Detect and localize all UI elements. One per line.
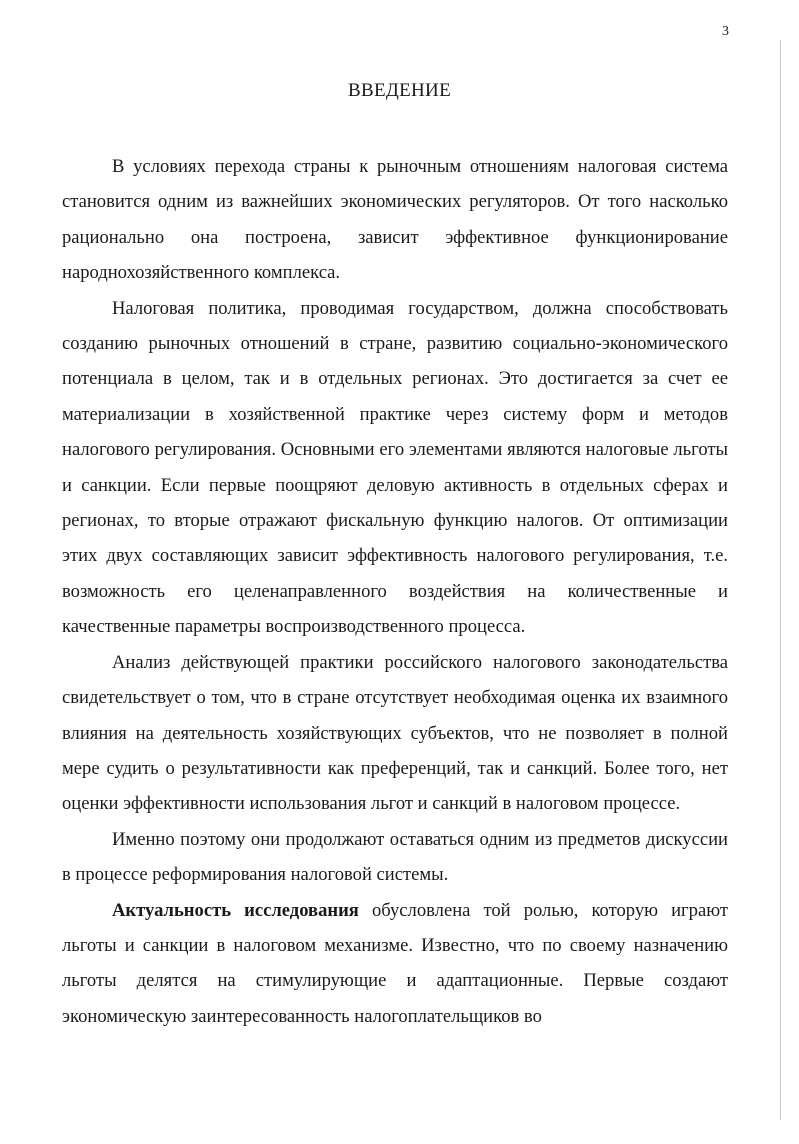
page-number: 3 — [722, 24, 729, 39]
paragraph-5 — [62, 893, 728, 1035]
paragraph-1: В условиях перехода страны к рыночным отношениям налоговая система становится одним из важнейших экономических регуляторов. От того насколько рационально она построена, зависит эффективное функционирование народнохозяйственного комплекса. — [62, 156, 728, 284]
paragraph-3: Анализ действующей практики российского налогового законодательства свидетельствует о том, что в стране отсутствует необходимая оценка их взаимного влияния на деятельность хозяйствующих субъектов, что не позволяет в полной мере судить о результативности как преференций, так и санкций. Более того, нет оценки эффективности использования льгот и санкций в налоговом процессе. — [62, 651, 728, 815]
paragraph-5-text: обусловлена той ролью, которую играют льготы и санкции в налоговом механизме. Известно, что по своему назначению льготы делятся на стимулирующие и адаптационные. Первые создают экономическую заинтересованность налогоплательщиков во — [62, 899, 729, 1027]
document-body — [62, 149, 728, 1034]
page-edge-line — [780, 40, 781, 1120]
paragraph-2: Налоговая политика, проводимая государством, должна способствовать созданию рыночных отношений в стране, развитию социально-экономического потенциала в целом, так и в отдельных регионах. Это достигается за счет ее материализации в хозяйственной практике через систему форм и методов налогового регулирования. Основными его элементами являются налоговые льготы и санкции. Если первые поощряют деловую активность в отдельных сферах и регионах, то вторые отражают фискальную функцию налогов. От оптимизации этих двух составляющих зависит эффективность налогового регулирования, т.е. возможность его целенаправленного воздействия на количественные и качественные параметры воспроизводственного процесса. — [62, 297, 728, 638]
paragraph-4: Именно поэтому они продолжают оставаться одним из предметов дискуссии в процессе реформирования налоговой системы. — [62, 828, 728, 886]
relevance-term: Актуальность исследования — [112, 899, 359, 921]
page-title: ВВЕДЕНИЕ — [348, 80, 451, 101]
